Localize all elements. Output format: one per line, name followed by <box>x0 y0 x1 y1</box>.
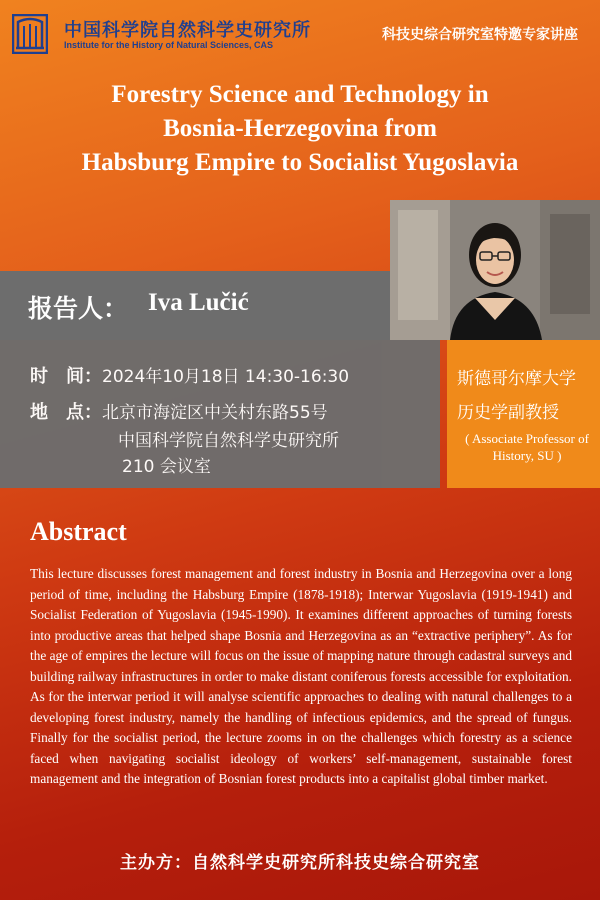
institute-logo <box>12 12 311 60</box>
speaker-band <box>0 271 390 340</box>
speaker-photo <box>390 200 600 340</box>
place-line-1: 北京市海淀区中关村东路55号 <box>102 403 328 423</box>
place-line-3: 210 会议室 <box>122 457 211 477</box>
abstract-heading: Abstract <box>30 517 127 546</box>
place-line-2: 中国科学院自然科学史研究所 <box>118 431 339 451</box>
affiliation-cn-line-2: 历史学副教授 <box>457 403 559 423</box>
place-label: 地 点： <box>30 402 102 423</box>
abstract-body: This lecture discusses forest management and forest industry in Bosnia and Herzegovina over a long period of time, including the Habsburg Empire (1878-1918); Interwar Yugoslavia (1919-1941) and Socialist Federation of Yugoslavia (1945-1990). It examines different approaches of turning forests into productive areas that helped shape Bosnia and Herzegovina as an “extractive periphery”. As for the age of empires the lecture will focus on the issue of mapping nature through cadastral surveys and building railway infrastructures in order to make distant coniferous forests accessible for exploitation. As for the interwar period it will analyse scientific approaches to dealing with natural challenges to a developing forest industry, namely the handling of infectious epidemics, and the spread of fungus. Finally for the socialist period, the lecture zooms in on the challenges which forestry as a science faced when navigating socialist ideology of workers’ self-management, sustainable forest management and the integration of Bosnian forest products into a capitalist global timber market. <box>30 566 572 786</box>
title-line-2: Bosnia-Herzegovina from <box>163 115 437 142</box>
logo-chinese-name: 中国科学院自然科学史研究所 <box>64 20 311 41</box>
institute-emblem-icon <box>12 14 48 54</box>
title-line-1: Forestry Science and Technology in <box>111 81 489 108</box>
organizer-line: 主办方：自然科学史研究所科技史综合研究室 <box>120 853 480 873</box>
speaker-portrait-image <box>390 200 600 340</box>
time-value: 2024年10月18日 14:30-16:30 <box>102 367 350 387</box>
affiliation-cn-line-1: 斯德哥尔摩大学 <box>457 369 576 389</box>
affiliation-box <box>447 340 600 488</box>
time-label: 时 间： <box>30 366 102 387</box>
title-line-3: Habsburg Empire to Socialist Yugoslavia <box>81 149 519 176</box>
place-line-3-row <box>122 452 211 477</box>
speaker-label: 报告人： <box>28 294 129 323</box>
lecture-series-label: 科技史综合研究室特邀专家讲座 <box>382 27 578 43</box>
place-row <box>30 398 328 424</box>
time-row <box>30 362 349 388</box>
speaker-name: Iva Lučić <box>148 289 249 316</box>
event-info-band <box>0 340 440 488</box>
affiliation-en: ( Associate Professor of History, SU ) <box>465 431 589 463</box>
lecture-title <box>40 78 560 180</box>
logo-english-name: Institute for the History of Natural Sciences, CAS <box>64 40 274 50</box>
place-line-2-row <box>118 426 339 451</box>
